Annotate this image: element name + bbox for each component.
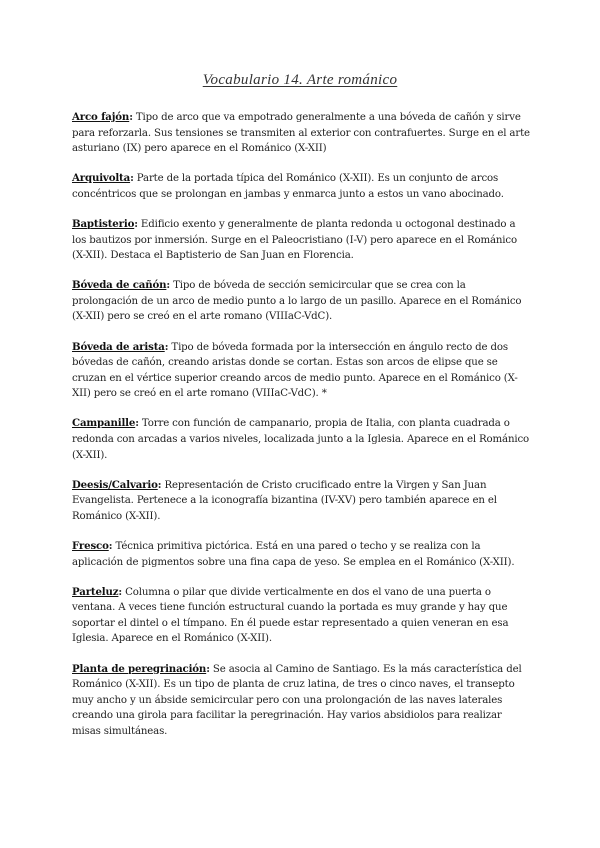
entry-definition: Tipo de arco que va empotrado generalmente a una bóveda de cañón y sirve para reforzarla. Sus tensiones se transmiten al exterior con contrafuertes. Surge en el arte asturiano (IX) pero aparece en el Románico (X-XII) [72,112,530,155]
vocabulary-entry: Parteluz: Columna o pilar que divide verticalmente en dos el vano de una puerta o ventana. A veces tiene función estructural cuando la portada es muy grande y hay que soportar el dintel o el tímpano. En él puede estar representado a quien veneran en esa Iglesia. Aparece en el Románico (X-XII). [72,585,509,645]
vocabulary-entry: Arco fajón: Tipo de arco que va empotrado generalmente a una bóveda de cañón y sirve para reforzarla. Sus tensiones se transmiten al exterior con contrafuertes. Surge en el arte asturiano (IX) pero aparece en el Románico (X-XII) [72,111,530,155]
entry-term: Bóveda de arista [72,340,165,353]
entry-term: Planta de peregrinación [72,662,207,675]
vocabulary-entry: Fresco: Técnica primitiva pictórica. Está en una pared o techo y se realiza con la aplicación de pigmentos sobre una fina capa de yeso. Se emplea en el Románico (X-XII). [72,539,515,568]
entry-definition: Tipo de bóveda de sección semicircular que se crea con la prolongación de un arco de medio punto a lo largo de un pasillo. Aparece en el Románico (X-XII) pero se creó en el arte romano (VIIIaC-VdC). [72,280,522,323]
entry-term: Fresco [72,539,109,552]
entry-term: Parteluz [72,585,119,598]
entry-definition: Tipo de bóveda formada por la intersección en ángulo recto de dos bóvedas de cañón, creando aristas donde se cortan. Estas son arcos de elipse que se cruzan en el vértice superior creando arcos de medio punto. Aparece en el Románico (X-XII) pero se creó en el arte romano (VIIIaC-VdC). * [72,341,518,400]
entry-term: Campanille [72,417,136,430]
vocabulary-entry: Bóveda de arista: Tipo de bóveda formada por la intersección en ángulo recto de dos bóvedas de cañón, creando aristas donde se cortan. Estas son arcos de elipse que se cruzan en el vértice superior creando arcos de medio punto. Aparece en el Románico (X-XII) pero se creó en el arte romano (VIIIaC-VdC). * [72,340,518,400]
vocabulary-list [72,110,532,754]
entry-definition: Se asocia al Camino de Santiago. Es la más característica del Románico (X-XII). Es un tipo de planta de cruz latina, de tres o cinco naves, el transepto muy ancho y un ábside semicircular pero con una prolongación de las naves laterales creando una girola para facilitar la peregrinación. Hay varios absidiolos para realizar misas simultáneas. [72,663,522,737]
entry-definition: Técnica primitiva pictórica. Está en una pared o techo y se realiza con la aplicación de pigmentos sobre una fina capa de yeso. Se emplea en el Románico (X-XII). [72,540,515,568]
entry-term: Arquivolta [72,172,131,185]
vocabulary-entry: Arquivolta: Parte de la portada típica del Románico (X-XII). Es un conjunto de arcos concéntricos que se prolongan en jambas y enmarca junto a estos un vano abocinado. [72,172,504,200]
entry-definition: Edificio exento y generalmente de planta redonda u octogonal destinado a los bautizos por inmersión. Surge en el Paleocristiano (I-V) pero aparece en el Románico (X-XII). Destaca el Baptisterio de San Juan en Florencia. [72,218,517,262]
entry-definition: Representación de Cristo crucificado entre la Virgen y San Juan Evangelista. Pertenece a la iconografía bizantina (IV-XV) pero también aparece en el Románico (X-XII). [72,479,497,522]
entry-term: Arco fajón [72,111,130,123]
vocabulary-entry: Planta de peregrinación: Se asocia al Camino de Santiago. Es la más característica del Románico (X-XII). Es un tipo de planta de cruz latina, de tres o cinco naves, el transepto muy ancho y un ábside semicircular pero con una prolongación de las naves laterales creando una girola para facilitar la peregrinación. Hay varios absidiolos para realizar misas simultáneas. [72,662,522,737]
entry-term: Deesis/Calvario [72,478,158,491]
vocabulary-entry: Bóveda de cañón: Tipo de bóveda de sección semicircular que se crea con la prolongación de un arco de medio punto a lo largo de un pasillo. Aparece en el Románico (X-XII) pero se creó en el arte romano (VIIIaC-VdC). [72,279,522,323]
vocabulary-entry: Deesis/Calvario: Representación de Cristo crucificado entre la Virgen y San Juan Evangelista. Pertenece a la iconografía bizantina (IV-XV) pero también aparece en el Románico (X-XII). [72,478,497,522]
vocabulary-entry: Baptisterio: Edificio exento y generalmente de planta redonda u octogonal destinado a los bautizos por inmersión. Surge en el Paleocristiano (I-V) pero aparece en el Románico (X-XII). Destaca el Baptisterio de San Juan en Florencia. [72,217,517,262]
vocabulary-entry: Campanille: Torre con función de campanario, propia de Italia, con planta cuadrada o redonda con arcadas a varios niveles, localizada junto a la Iglesia. Aparece en el Románico (X-XII). [72,417,530,461]
entry-term: Baptisterio [72,217,135,230]
entry-term: Bóveda de cañón [72,279,167,292]
entry-definition: Columna o pilar que divide verticalmente en dos el vano de una puerta o ventana. A veces tiene función estructural cuando la portada es muy grande y hay que soportar el dintel o el tímpano. En él puede estar representado a quien veneran en esa Iglesia. Aparece en el Románico (X-XII). [72,586,509,645]
page-title: Vocabulario 14. Arte románico [202,72,398,88]
entry-definition: Parte de la portada típica del Románico (X-XII). Es un conjunto de arcos concéntricos que se prolongan en jambas y enmarca junto a estos un vano abocinado. [72,173,504,200]
entry-definition: Torre con función de campanario, propia de Italia, con planta cuadrada o redonda con arcadas a varios niveles, localizada junto a la Iglesia. Aparece en el Románico (X-XII). [72,418,530,461]
